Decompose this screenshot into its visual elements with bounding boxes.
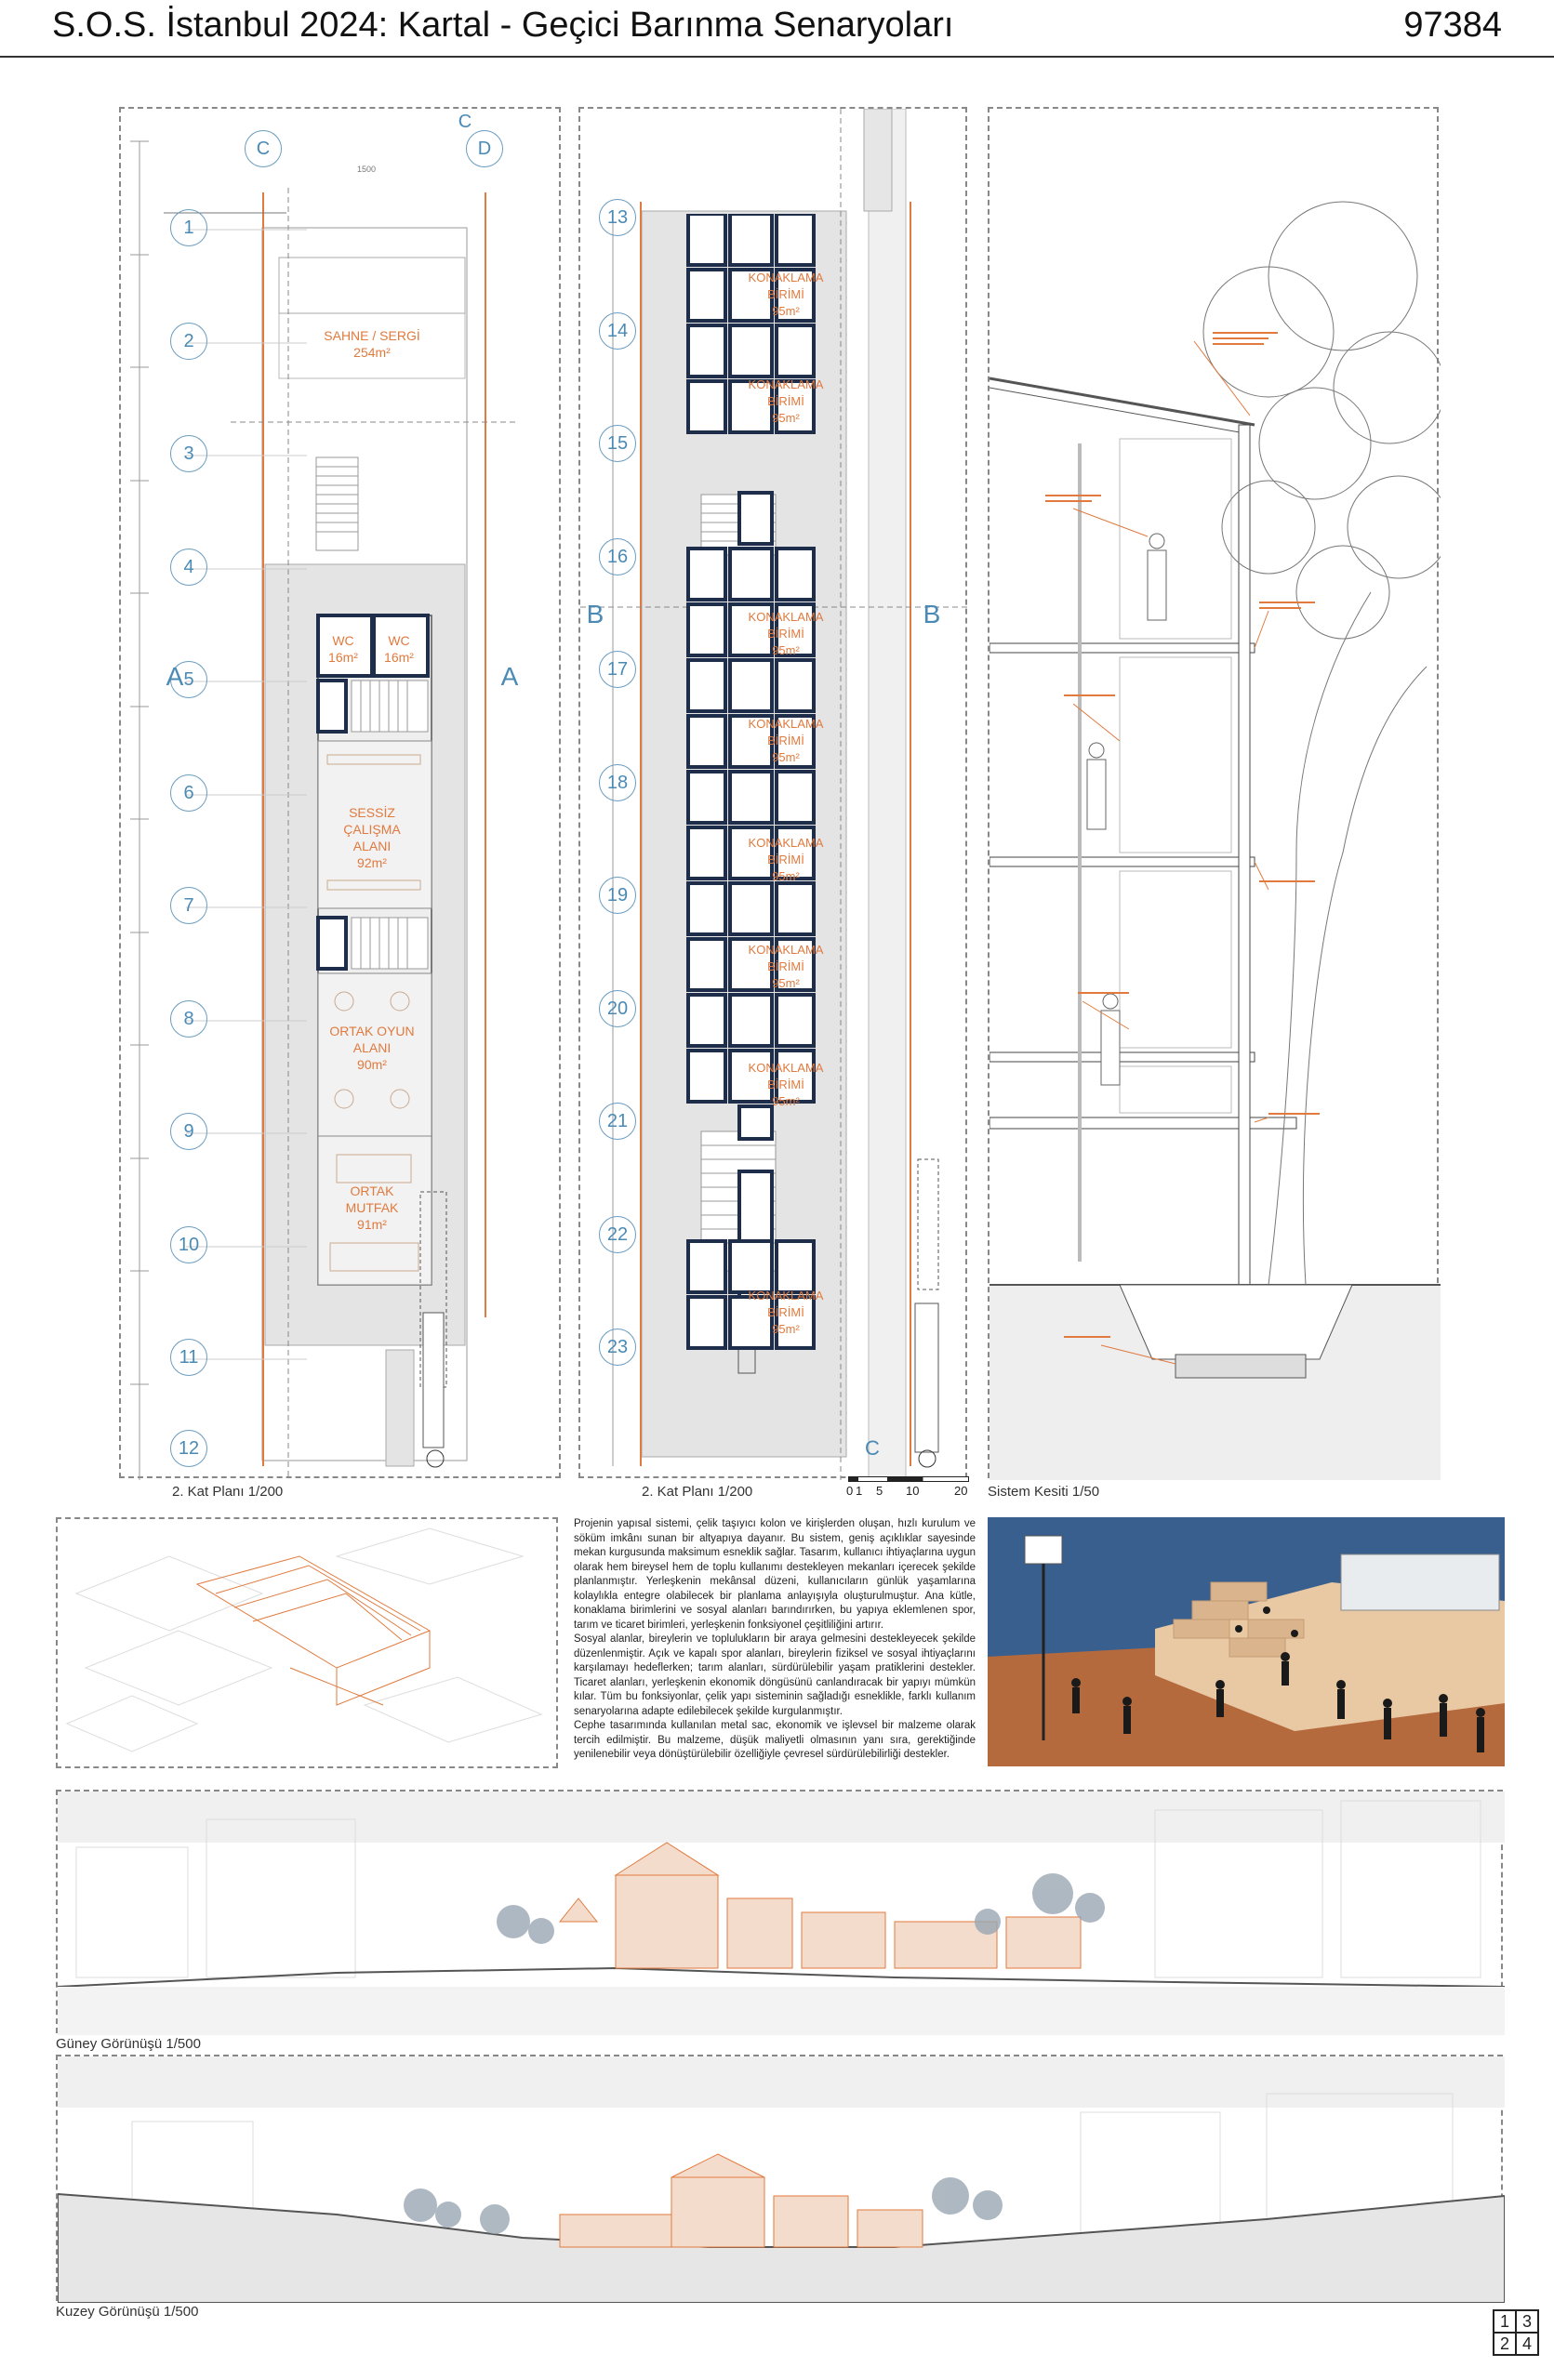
unit-label-5: [735, 835, 837, 885]
room-label-wc-2: [372, 632, 426, 666]
sheet-index-cell: 4: [1516, 2333, 1538, 2355]
grid-bubble-c: C: [245, 130, 282, 167]
room-area: 254m²: [353, 345, 391, 360]
grid-bubble-11: 11: [170, 1339, 207, 1376]
unit-name: KONAKLAMA BİRİMİ: [748, 377, 824, 408]
grid-bubble-13: 13: [599, 199, 636, 236]
room-label-quiet-study: [325, 804, 418, 871]
grid-bubble-3: 3: [170, 435, 207, 472]
grid-bubble-9: 9: [170, 1113, 207, 1150]
grid-bubble-4: 4: [170, 549, 207, 586]
plan-2-caption: 2. Kat Planı 1/200: [642, 1484, 753, 1500]
scale-bar-graphic: [848, 1476, 969, 1482]
room-area: 91m²: [357, 1217, 387, 1232]
sheet-index-cell: 1: [1494, 2310, 1516, 2333]
room-name: SAHNE / SERGİ: [324, 328, 420, 343]
unit-area: 95m²: [772, 976, 800, 990]
unit-label-2: [735, 377, 837, 427]
plan-1-caption: 2. Kat Planı 1/200: [172, 1484, 284, 1500]
unit-area: 95m²: [772, 750, 800, 764]
room-area: 90m²: [357, 1057, 387, 1072]
system-section-drawing: [990, 109, 1441, 1480]
scale-tick-20: 20: [954, 1484, 968, 1498]
section-cut-b-left: B: [586, 600, 604, 628]
north-elevation-drawing: [58, 2056, 1505, 2303]
grid-bubble-18: 18: [599, 764, 636, 801]
system-section-panel: [988, 107, 1439, 1478]
unit-name: KONAKLAMA BİRİMİ: [748, 1289, 824, 1319]
room-label-wc-1: [316, 632, 370, 666]
grid-bubble-19: 19: [599, 877, 636, 914]
section-cut-a-right: A: [500, 662, 519, 691]
unit-area: 95m²: [772, 411, 800, 425]
project-code: 97384: [1403, 6, 1502, 45]
unit-name: KONAKLAMA BİRİMİ: [748, 836, 824, 866]
description-paragraph-1: Projenin yapısal sistemi, çelik taşıyıcı kolon ve kirişlerden oluşan, hızlı kurulum ve söküm imkânı sunan bir altyapıya dayanır. Bu sistem, geniş açıklıklar sayesinde mekan kurgusunda maksimum esneklik sağlar. Tasarım, kullanıcı ihtiyaçlarına uygun olarak hem bireysel hem de toplu kullanımı destekleyen mekanları içerecek şekilde planlanmıştır. Yerleşkenin mekânsal düzeni, kullanıcıların günlük yaşamlarına kolaylıkla entegre olabilecek bir planlama anlayışıyla oluşturulmuştur. Ana kütle, konaklama birimlerini ve sosyal alanları barındırırken, bu yapıya eklemlenen spor, tarım ve ticaret birimleri, yerleşkenin fonksiyonel çeşitliliğini artırır.: [574, 1518, 976, 1631]
site-axonometric-drawing: [58, 1519, 560, 1770]
room-name: ORTAK MUTFAK: [345, 1183, 399, 1215]
scale-tick-0: 0: [846, 1484, 854, 1498]
scale-tick-1: 1: [856, 1484, 863, 1498]
unit-label-1: [735, 270, 837, 320]
grid-bubble-d: D: [466, 130, 503, 167]
room-label-stage: [307, 327, 437, 361]
unit-label-3: [735, 609, 837, 659]
unit-label-6: [735, 942, 837, 992]
south-elevation-caption: Güney Görünüşü 1/500: [56, 2036, 201, 2052]
north-elevation-caption: Kuzey Görünüşü 1/500: [56, 2304, 199, 2320]
room-area: 16m²: [384, 650, 414, 665]
room-area: 16m²: [328, 650, 358, 665]
unit-label-4: [735, 716, 837, 766]
dimension-top: 1500: [357, 165, 377, 174]
unit-name: KONAKLAMA BİRİMİ: [748, 1061, 824, 1091]
sheet-index-cell: 3: [1516, 2310, 1538, 2333]
grid-bubble-23: 23: [599, 1329, 636, 1366]
unit-label-8: [735, 1288, 837, 1338]
sheet-index: [1493, 2309, 1539, 2356]
north-elevation-panel: [56, 2055, 1503, 2301]
section-cut-a-left: A: [166, 662, 184, 691]
grid-bubble-15: 15: [599, 425, 636, 462]
scale-tick-10: 10: [906, 1484, 920, 1498]
sheet-index-cell: 2: [1494, 2333, 1516, 2355]
section-cut-c-bottom: C: [865, 1436, 880, 1460]
grid-bubble-22: 22: [599, 1216, 636, 1253]
grid-bubble-17: 17: [599, 651, 636, 688]
south-elevation-drawing: [58, 1792, 1505, 2035]
axonometric-panel: [56, 1517, 558, 1768]
project-description: [574, 1517, 976, 1768]
grid-bubble-1: 1: [170, 209, 207, 246]
grid-bubble-6: 6: [170, 774, 207, 812]
section-cut-b-right: B: [923, 600, 941, 628]
unit-name: KONAKLAMA BİRİMİ: [748, 943, 824, 973]
room-name: WC: [388, 633, 410, 648]
room-name: ORTAK OYUN ALANI: [329, 1024, 415, 1055]
scale-bar: [848, 1476, 969, 1499]
grid-bubble-5: 5: [170, 661, 207, 698]
sports-perspective-drawing: [988, 1517, 1505, 1766]
sports-perspective-image: [988, 1517, 1505, 1766]
grid-bubble-8: 8: [170, 1000, 207, 1038]
unit-area: 95m²: [772, 1094, 800, 1108]
description-paragraph-2: Sosyal alanlar, bireylerin ve toplulukların bir araya gelmesini destekleyecek şekilde düzenlenmiştir. Açık ve kapalı spor alanları, bireylerin fiziksel ve sosyal ihtiyaçlarını karşılamayı hedeflerken; tarım alanları, sürdürülebilir yaşam pratiklerini destekler. Ticaret alanları, yerleşkenin ekonomik döngüsünü canlandıracak bir yapıyı mümkün kılar. Tüm bu fonksiyonlar, çelik yapı sisteminin sağladığı esneklikle, farklı kullanım senaryolarına adapte edilebilecek şekilde kurgulanmıştır.: [574, 1633, 976, 1717]
south-elevation-panel: [56, 1790, 1503, 2033]
grid-bubble-7: 7: [170, 887, 207, 924]
room-name: WC: [332, 633, 354, 648]
room-label-play-area: [325, 1023, 418, 1073]
unit-name: KONAKLAMA BİRİMİ: [748, 610, 824, 641]
unit-area: 95m²: [772, 1322, 800, 1336]
grid-bubble-20: 20: [599, 990, 636, 1027]
grid-bubble-21: 21: [599, 1103, 636, 1140]
section-caption: Sistem Kesiti 1/50: [988, 1484, 1100, 1500]
grid-bubble-10: 10: [170, 1226, 207, 1263]
description-paragraph-3: Cephe tasarımında kullanılan metal sac, ekonomik ve işlevsel bir malzeme olarak tercih edilmiştir. Bu malzeme, düşük maliyetli olmasının yanı sıra, gerektiğinde yenilenebilir veya dönüştürülebilir özelliğiyle çevresel sürdürülebilirliği destekler.: [574, 1720, 976, 1760]
room-name: SESSİZ ÇALIŞMA ALANI: [343, 805, 401, 853]
unit-label-7: [735, 1060, 837, 1110]
unit-name: KONAKLAMA BİRİMİ: [748, 717, 824, 747]
unit-area: 95m²: [772, 304, 800, 318]
room-label-kitchen: [325, 1183, 418, 1233]
grid-bubble-2: 2: [170, 323, 207, 360]
scale-tick-5: 5: [876, 1484, 883, 1498]
grid-bubble-12: 12: [170, 1430, 207, 1467]
grid-bubble-14: 14: [599, 312, 636, 350]
room-area: 92m²: [357, 855, 387, 870]
page-title: S.O.S. İstanbul 2024: Kartal - Geçici Barınma Senaryoları: [52, 6, 954, 45]
grid-bubble-16: 16: [599, 538, 636, 575]
unit-name: KONAKLAMA BİRİMİ: [748, 271, 824, 301]
unit-area: 95m²: [772, 869, 800, 883]
unit-area: 95m²: [772, 643, 800, 657]
section-cut-label: C: [458, 112, 472, 132]
